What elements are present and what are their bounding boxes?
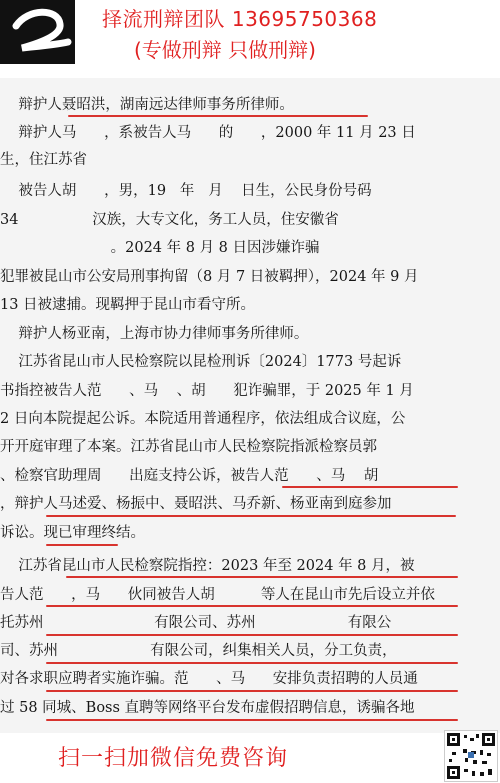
doc-line-3: 生，住江苏省 bbox=[0, 152, 87, 168]
red-underline bbox=[46, 515, 456, 517]
doc-line-15: ，辩护人马述爱、杨振中、聂昭洪、马乔新、杨亚南到庭参加 bbox=[0, 496, 392, 512]
red-underline bbox=[46, 690, 458, 692]
qr-code-icon[interactable] bbox=[444, 730, 498, 782]
swoosh-logo-icon bbox=[0, 0, 75, 64]
red-underline bbox=[46, 605, 458, 607]
doc-line-8: 13 日被逮捕。现羁押于昆山市看守所。 bbox=[0, 297, 256, 313]
red-underline bbox=[46, 662, 458, 664]
doc-line-2: 辩护人马 ，系被告人马 的 ，2000 年 11 月 23 日 bbox=[0, 125, 416, 141]
judgment-document bbox=[0, 78, 500, 733]
doc-line-21: 对各求职应聘者实施诈骗。范 、马 安排负责招聘的人员通 bbox=[0, 671, 418, 687]
red-underline bbox=[68, 115, 368, 117]
doc-line-17: 江苏省昆山市人民检察院指控：2023 年至 2024 年 8 月，被 bbox=[0, 558, 415, 574]
team-subtitle: (专做刑辩 只做刑辩) bbox=[134, 38, 316, 62]
header-banner bbox=[0, 0, 500, 75]
footer-banner bbox=[0, 733, 500, 783]
doc-line-7: 犯罪被昆山市公安局刑事拘留（8 月 7 日被羁押），2024 年 9 月 bbox=[0, 269, 419, 285]
doc-line-6: 。2024 年 8 月 8 日因涉嫌诈骗 bbox=[0, 240, 320, 256]
red-underline bbox=[66, 576, 458, 578]
doc-line-20: 司、苏州 有限公司，纠集相关人员，分工负责， bbox=[0, 643, 397, 659]
doc-line-16: 诉讼。现已审理终结。 bbox=[0, 525, 145, 541]
doc-line-22: 过 58 同城、Boss 直聘等网络平台发布虚假招聘信息，诱骗各地 bbox=[0, 700, 415, 716]
doc-line-14: 、检察官助理周 出庭支持公诉，被告人范 、马 胡 bbox=[0, 468, 379, 484]
doc-line-18: 告人范 ，马 伙同被告人胡 等人在昆山市先后设立并依 bbox=[0, 587, 435, 603]
red-underline bbox=[46, 634, 458, 636]
red-underline bbox=[46, 719, 458, 721]
doc-line-13: 开开庭审理了本案。江苏省昆山市人民检察院指派检察员郭 bbox=[0, 439, 377, 455]
doc-line-12: 2 日向本院提起公诉。本院适用普通程序，依法组成合议庭，公 bbox=[0, 411, 406, 427]
doc-line-9: 辩护人杨亚南，上海市协力律师事务所律师。 bbox=[0, 326, 309, 342]
doc-line-11: 书指控被告人范 、马 、胡 犯诈骗罪，于 2025 年 1 月 bbox=[0, 383, 414, 399]
wechat-consult-cta[interactable]: 扫一扫加微信免费咨询 bbox=[58, 746, 289, 771]
doc-line-19: 托苏州 有限公司、苏州 有限公 bbox=[0, 615, 392, 631]
doc-line-5: 34 汉族，大专文化，务工人员，住安徽省 bbox=[0, 212, 339, 228]
red-underline bbox=[46, 544, 118, 546]
team-title: 择流刑辩团队 13695750368 bbox=[102, 7, 378, 31]
doc-line-10: 江苏省昆山市人民检察院以昆检刑诉〔2024〕1773 号起诉 bbox=[0, 354, 402, 370]
red-underline bbox=[282, 486, 458, 488]
doc-line-1: 辩护人聂昭洪，湖南远达律师事务所律师。 bbox=[0, 97, 294, 113]
doc-line-4: 被告人胡 ，男，19 年 月 日生，公民身份号码 bbox=[0, 183, 372, 199]
